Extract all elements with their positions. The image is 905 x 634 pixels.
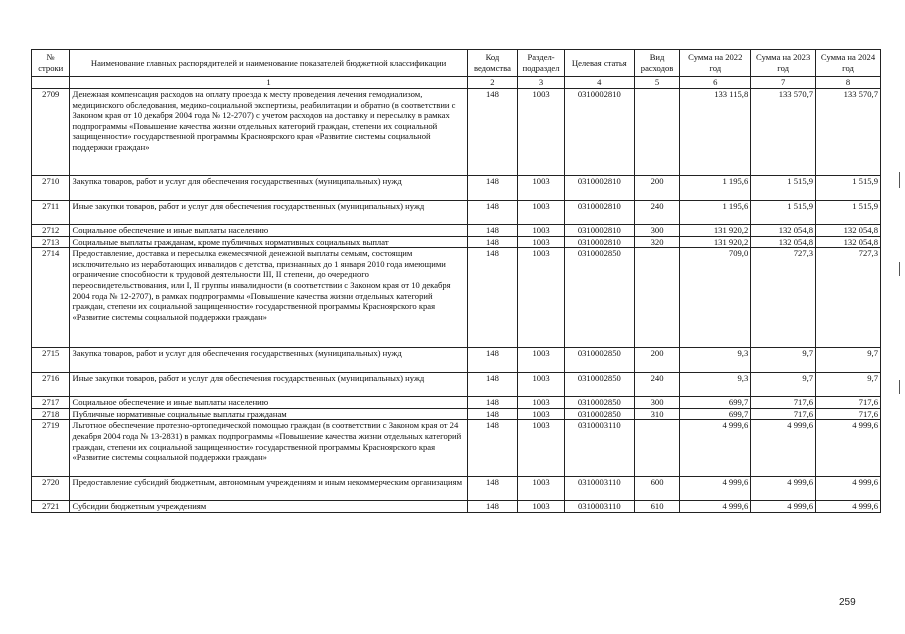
row-sum-2024: 1 515,9: [816, 176, 881, 201]
row-section: 1003: [518, 348, 565, 373]
row-name: Публичные нормативные социальные выплаты гражданам: [70, 408, 467, 420]
row-section: 1003: [518, 225, 565, 237]
row-expense-type: 200: [634, 176, 680, 201]
row-sum-2023: 132 054,8: [751, 225, 816, 237]
row-sum-2022: 131 920,2: [680, 236, 751, 248]
table-row: [32, 248, 881, 348]
row-expense-type: 300: [634, 225, 680, 237]
row-sum-2023: 717,6: [751, 397, 816, 409]
table-row: [32, 397, 881, 409]
row-expense-type: 600: [634, 477, 680, 501]
header-dept-code: Код ведомства: [467, 50, 518, 77]
table-header-row: [32, 50, 881, 77]
row-number: 2718: [32, 408, 70, 420]
row-dept-code: 148: [467, 236, 518, 248]
row-section: 1003: [518, 408, 565, 420]
header-sum-2023: Сумма на 2023 год: [751, 50, 816, 77]
row-target: 0310002850: [564, 248, 634, 348]
row-sum-2022: 9,3: [680, 373, 751, 397]
row-sum-2022: 699,7: [680, 397, 751, 409]
row-sum-2023: 4 999,6: [751, 420, 816, 477]
header-target: Целевая статья: [564, 50, 634, 77]
table-row: [32, 89, 881, 176]
column-number: 1: [70, 77, 467, 89]
row-sum-2022: 9,3: [680, 348, 751, 373]
table-row: [32, 201, 881, 225]
row-expense-type: 610: [634, 501, 680, 513]
budget-table: [31, 49, 881, 513]
row-expense-type: 200: [634, 348, 680, 373]
row-name: Социальные выплаты гражданам, кроме публичных нормативных социальных выплат: [72, 236, 389, 247]
row-section: 1003: [518, 89, 565, 176]
table-row: [32, 176, 881, 201]
header-row-no: № строки: [32, 50, 70, 77]
row-sum-2024: 4 999,6: [816, 501, 881, 513]
row-section: 1003: [518, 501, 565, 513]
scan-margin-mark: [899, 380, 900, 394]
row-sum-2024: 133 570,7: [816, 89, 881, 176]
row-section: 1003: [518, 373, 565, 397]
row-section: 1003: [518, 420, 565, 477]
table-row: [32, 348, 881, 373]
row-sum-2024: 9,7: [816, 373, 881, 397]
table-row: [32, 420, 881, 477]
row-target: 0310002810: [564, 176, 634, 201]
row-number: 2716: [32, 373, 70, 397]
row-sum-2022: 4 999,6: [680, 420, 751, 477]
row-name-cell: [70, 348, 467, 373]
row-sum-2022: 131 920,2: [680, 225, 751, 237]
row-section: 1003: [518, 477, 565, 501]
column-number-row: [32, 77, 881, 89]
row-dept-code: 148: [467, 408, 518, 420]
row-target: 0310002810: [564, 201, 634, 225]
row-name-cell: [70, 176, 467, 201]
row-sum-2023: 1 515,9: [751, 176, 816, 201]
row-number: 2719: [32, 420, 70, 477]
row-dept-code: 148: [467, 348, 518, 373]
row-sum-2022: 133 115,8: [680, 89, 751, 176]
table-row: [32, 225, 881, 237]
header-sum-2022: Сумма на 2022 год: [680, 50, 751, 77]
row-name: Субсидии бюджетным учреждениям: [70, 501, 467, 513]
scan-margin-mark: [899, 172, 900, 188]
row-dept-code: 148: [467, 225, 518, 237]
row-dept-code: 148: [467, 176, 518, 201]
row-name: Иные закупки товаров, работ и услуг для обеспечения государственных (муниципальных) нужд: [70, 373, 467, 397]
row-expense-type: 310: [634, 408, 680, 420]
row-number: 2710: [32, 176, 70, 201]
row-name: Денежная компенсация расходов на оплату проезда к месту проведения лечения гемодиализом, медицинского обследования, медико-социальной экспертизы, реабилитации и обратно (в соответствии с Законом края от 10 декабря 2004 года № 12-2707) с учетом расходов на доставку и пересылку в рамках подпрограммы «Повышение качества жизни отдельных категорий граждан, степени их социальной защищенности» государственной программы Красноярского края «Развитие системы социальной поддержки граждан»: [70, 89, 467, 176]
column-number: 6: [680, 77, 751, 89]
table-row: [32, 501, 881, 513]
table-row: [32, 236, 881, 248]
row-number: 2717: [32, 397, 70, 409]
row-target: 0310002810: [564, 236, 634, 248]
row-dept-code: 148: [467, 373, 518, 397]
row-name: Иные закупки товаров, работ и услуг для обеспечения государственных (муниципальных) нужд: [70, 201, 467, 225]
row-sum-2023: 4 999,6: [751, 477, 816, 501]
table-row: [32, 477, 881, 501]
row-section: 1003: [518, 201, 565, 225]
row-sum-2024: 1 515,9: [816, 201, 881, 225]
row-number: 2715: [32, 348, 70, 373]
row-dept-code: 148: [467, 397, 518, 409]
row-name: Предоставление субсидий бюджетным, автономным учреждениям и иным некоммерческим организациям: [70, 477, 467, 501]
header-sum-2024: Сумма на 2024 год: [816, 50, 881, 77]
row-name-cell: [70, 236, 467, 248]
row-target: 0310002810: [564, 89, 634, 176]
row-sum-2023: 727,3: [751, 248, 816, 348]
row-sum-2024: 4 999,6: [816, 420, 881, 477]
row-sum-2024: 4 999,6: [816, 477, 881, 501]
column-number: 3: [518, 77, 565, 89]
scan-margin-mark: [899, 262, 900, 276]
row-sum-2022: 4 999,6: [680, 477, 751, 501]
row-name: Социальное обеспечение и иные выплаты населению: [70, 225, 467, 237]
row-dept-code: 148: [467, 501, 518, 513]
row-target: 0310002850: [564, 348, 634, 373]
row-expense-type: [634, 420, 680, 477]
row-sum-2023: 132 054,8: [751, 236, 816, 248]
row-expense-type: [634, 248, 680, 348]
row-sum-2022: 4 999,6: [680, 501, 751, 513]
row-dept-code: 148: [467, 248, 518, 348]
row-sum-2022: 1 195,6: [680, 176, 751, 201]
row-number: 2712: [32, 225, 70, 237]
header-name: Наименование главных распорядителей и наименование показателей бюджетной классификации: [70, 50, 467, 77]
page-number: 259: [839, 597, 856, 608]
row-number: 2720: [32, 477, 70, 501]
row-sum-2022: 709,0: [680, 248, 751, 348]
row-sum-2023: 1 515,9: [751, 201, 816, 225]
row-number: 2709: [32, 89, 70, 176]
row-sum-2024: 9,7: [816, 348, 881, 373]
row-sum-2024: 132 054,8: [816, 236, 881, 248]
row-dept-code: 148: [467, 89, 518, 176]
row-section: 1003: [518, 236, 565, 248]
row-sum-2024: 717,6: [816, 408, 881, 420]
row-expense-type: 300: [634, 397, 680, 409]
row-target: 0310003110: [564, 420, 634, 477]
row-section: 1003: [518, 176, 565, 201]
row-sum-2023: 717,6: [751, 408, 816, 420]
row-target: 0310002810: [564, 225, 634, 237]
row-dept-code: 148: [467, 477, 518, 501]
table-row: [32, 373, 881, 397]
row-target: 0310002850: [564, 373, 634, 397]
row-sum-2022: 699,7: [680, 408, 751, 420]
row-sum-2024: 727,3: [816, 248, 881, 348]
row-target: 0310002850: [564, 408, 634, 420]
row-expense-type: 240: [634, 201, 680, 225]
column-number: [32, 77, 70, 89]
header-expense-type: Вид расходов: [634, 50, 680, 77]
row-sum-2024: 132 054,8: [816, 225, 881, 237]
column-number: 5: [634, 77, 680, 89]
row-sum-2023: 4 999,6: [751, 501, 816, 513]
row-target: 0310003110: [564, 501, 634, 513]
row-expense-type: 320: [634, 236, 680, 248]
row-section: 1003: [518, 397, 565, 409]
row-target: 0310002850: [564, 397, 634, 409]
row-name: Льготное обеспечение протезно-ортопедической помощью граждан (в соответствии с Законом края от 24 декабря 2004 года № 13-2831) в рамках подпрограммы «Повышение качества жизни отдельных категорий граждан, степени их социальной защищенности» государственной программы Красноярского края «Развитие системы социальной поддержки граждан»: [70, 420, 467, 477]
table-row: [32, 408, 881, 420]
column-number: 4: [564, 77, 634, 89]
row-expense-type: 240: [634, 373, 680, 397]
row-target: 0310003110: [564, 477, 634, 501]
row-sum-2024: 717,6: [816, 397, 881, 409]
row-sum-2023: 133 570,7: [751, 89, 816, 176]
row-sum-2022: 1 195,6: [680, 201, 751, 225]
row-section: 1003: [518, 248, 565, 348]
row-dept-code: 148: [467, 420, 518, 477]
header-section: Раздел-подраздел: [518, 50, 565, 77]
row-number: 2721: [32, 501, 70, 513]
row-number: 2711: [32, 201, 70, 225]
column-number: 8: [816, 77, 881, 89]
row-name: Предоставление, доставка и пересылка ежемесячной денежной выплаты семьям, состоящим исключительно из неработающих инвалидов с детства, признанных до 1 января 2010 года имеющими ограничение способности к трудовой деятельности III, II степени, до очередного переосвидетельствования, или I, II группы инвалидности (в соответствии с Законом края от 10 декабря 2004 года № 12-2707), в рамках подпрограммы «Повышение качества жизни отдельных категорий граждан, степени их социальной защищенности» государственной программы Красноярского края «Развитие системы социальной поддержки граждан»: [70, 248, 467, 348]
row-sum-2023: 9,7: [751, 373, 816, 397]
column-number: 2: [467, 77, 518, 89]
row-number: 2714: [32, 248, 70, 348]
row-expense-type: [634, 89, 680, 176]
row-name: Социальное обеспечение и иные выплаты населению: [70, 397, 467, 409]
row-sum-2023: 9,7: [751, 348, 816, 373]
column-number: 7: [751, 77, 816, 89]
row-number: 2713: [32, 236, 70, 248]
row-dept-code: 148: [467, 201, 518, 225]
row-name: Закупка товаров, работ и услуг для обеспечения государственных (муниципальных) нужд: [72, 348, 402, 359]
row-name: Закупка товаров, работ и услуг для обеспечения государственных (муниципальных) нужд: [72, 176, 402, 186]
